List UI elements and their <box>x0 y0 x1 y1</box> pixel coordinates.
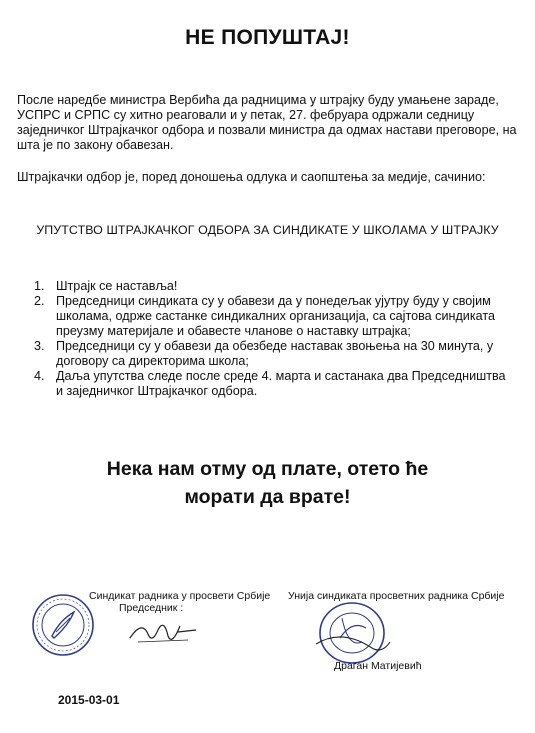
document-date: 2015-03-01 <box>58 693 120 707</box>
right-signer-name: Драган Матијевић <box>334 660 422 672</box>
slogan-line-1: Нека нам отму од плате, отето ће <box>106 458 429 480</box>
list-item-text: Председници су у обавези да обезбеде наставак звоњења на 30 минута, у договору са директорима школа; <box>56 339 494 368</box>
left-org-name: Синдикат радника у просвети Србије <box>89 590 271 602</box>
left-signature-icon <box>128 612 198 652</box>
list-item-number: 1. <box>34 279 45 293</box>
slogan-line-2: морати да врате! <box>184 486 351 508</box>
document-title: НЕ ПОПУШТАЈ! <box>185 26 350 49</box>
list-item-number: 3. <box>34 339 45 353</box>
list-item <box>18 339 513 369</box>
left-stamp-icon <box>30 592 96 658</box>
instructions-heading: УПУТСТВО ШТРАЈКАЧКОГ ОДБОРА ЗА СИНДИКАТЕ У ШКОЛАМА У ШТРАЈКУ <box>36 223 499 237</box>
right-org-name: Унија синдиката просветних радника Србије <box>288 590 505 602</box>
list-item-number: 2. <box>34 294 45 308</box>
list-item <box>18 369 513 399</box>
committee-note: Штрајкачки одбор је, поред доношења одлука и саопштења за медије, сачинио: <box>17 170 486 184</box>
list-item-text: Председници синдиката су у обавези да у понедељак ујутру буду у својим школама, одрже састанке синдикалних организација, са сајтова синдиката преузму материјале и обавесте чланове о наставку штрајка; <box>56 294 495 338</box>
signature-left <box>89 590 270 614</box>
intro-paragraph: После наредбе министра Вербића да радницима у штрајку буду умањене зараде, УСПРС и СРПС су хитно реаговали и у петак, 27. фебруара одржали седницу заједничког Штрајкачког одбора и позвали министра да одмах настави преговоре, на шта је по закону обавезан. <box>17 93 517 152</box>
slogan <box>0 455 535 511</box>
instructions-list <box>18 279 513 399</box>
list-item-number: 4. <box>34 369 45 383</box>
right-stamp-icon <box>312 598 392 668</box>
list-item <box>18 279 513 294</box>
list-item-text: Даља упутства следе после среде 4. марта и састанака два Председништва и заједничког Штрајкачког одбора. <box>56 369 506 398</box>
left-signer-role: Председник : <box>119 602 184 614</box>
list-item <box>18 294 513 339</box>
list-item-text: Штрајк се наставља! <box>56 279 178 293</box>
